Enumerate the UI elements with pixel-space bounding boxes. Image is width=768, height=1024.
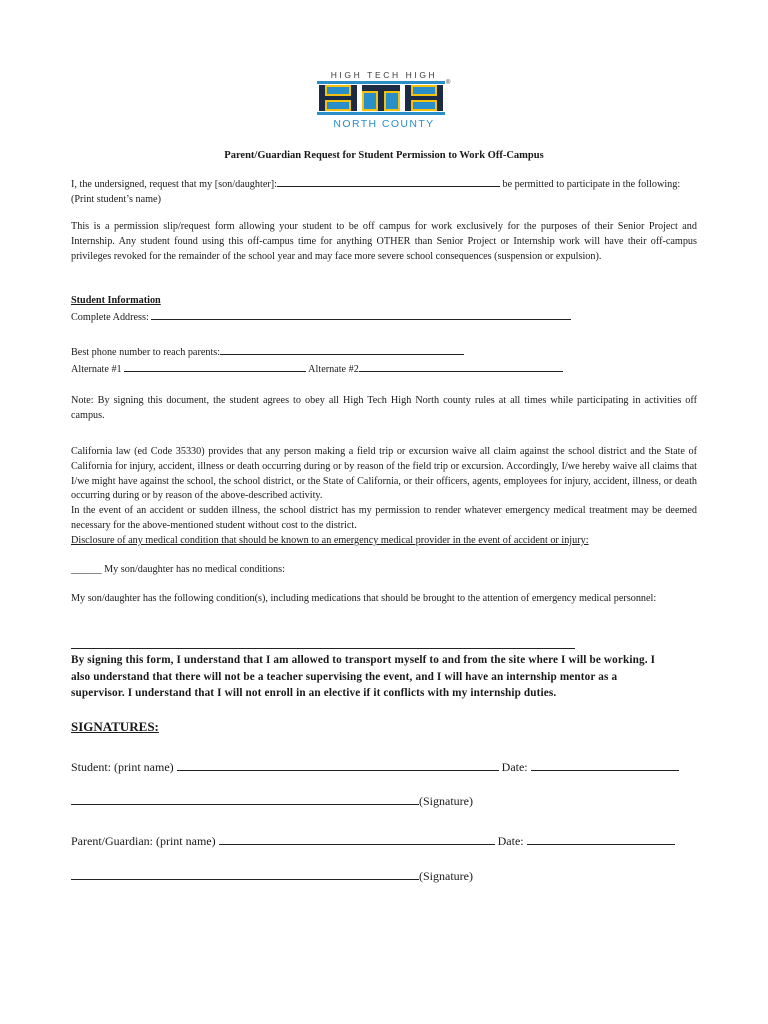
parent-signature-field[interactable]	[71, 867, 419, 880]
parent-print-name-field[interactable]	[219, 832, 495, 845]
signatures-heading: SIGNATURES:	[71, 719, 159, 734]
purpose-paragraph: This is a permission slip/request form allowing your student to be off campus for work exclusively for the purposes of their Senior Project and Internship. Any student found using this off-campus time for anything OTHER than Senior Project or Internship work will have their off-campus privileges revoked for the remainder of the school year and may face more severe school consequences (suspension or expulsion).	[71, 221, 697, 262]
phone-section	[71, 344, 697, 378]
parent-print-row	[71, 832, 675, 849]
no-conditions-blank[interactable]: ______	[71, 564, 102, 575]
student-name-field[interactable]	[277, 176, 500, 187]
intro-text-2: be permitted to participate in the following: (Print student’s name)	[71, 179, 681, 205]
student-signature-field[interactable]	[71, 792, 419, 805]
note-paragraph: Note: By signing this document, the student agrees to obey all High Tech High North county rules at all times while participating in activities off campus.	[71, 395, 697, 421]
law-section	[71, 445, 697, 549]
parent-signature-row	[71, 867, 473, 884]
logo-bottom-text: NORTH COUNTY	[333, 118, 435, 130]
intro-text-1: I, the undersigned, request that my [son/daughter]:	[71, 179, 277, 190]
student-information-section	[71, 294, 697, 326]
parent-date-field[interactable]	[527, 832, 675, 845]
parent-print-label: Parent/Guardian: (print name)	[71, 834, 219, 848]
conditions-field[interactable]	[71, 648, 575, 649]
address-label: Complete Address:	[71, 311, 152, 323]
intro-paragraph	[71, 176, 697, 208]
hth-logo-mark	[317, 81, 445, 115]
alternate-2-field[interactable]	[359, 361, 563, 372]
logo-top-text: HIGH TECH HIGH	[330, 70, 438, 80]
no-conditions-label: My son/daughter has no medical conditions:	[101, 564, 285, 575]
emergency-paragraph: In the event of an accident or sudden illness, the school district has my permission to render whatever emergency medical treatment may be deemed necessary for the above-mentioned student without cost to the district.	[71, 505, 697, 531]
student-information-heading: Student Information	[71, 295, 161, 306]
alternate-1-label: Alternate #1	[71, 363, 125, 375]
parent-signature-label: (Signature)	[419, 869, 473, 883]
phone-field[interactable]	[220, 344, 464, 355]
hth-logo	[313, 70, 455, 132]
conditions-label: My son/daughter has the following condition(s), including medications that should be brought to the attention of emergency medical personnel:	[71, 593, 657, 604]
form-title: Parent/Guardian Request for Student Permission to Work Off-Campus	[224, 150, 544, 161]
parent-date-label: Date:	[494, 834, 527, 848]
address-field[interactable]	[151, 309, 571, 320]
disclosure-heading: Disclosure of any medical condition that should be known to an emergency medical provider in the event of accident or injury:	[71, 534, 589, 546]
student-signature-label: (Signature)	[419, 794, 473, 808]
student-print-label: Student: (print name)	[71, 760, 177, 774]
student-print-name-field[interactable]	[177, 758, 499, 771]
registered-mark: ®	[446, 80, 451, 86]
student-signature-row	[71, 792, 473, 809]
alternate-2-label: Alternate #2	[306, 363, 359, 375]
phone-label: Best phone number to reach parents:	[71, 347, 221, 358]
alternate-1-field[interactable]	[124, 361, 306, 372]
waiver-paragraph: California law (ed Code 35330) provides that any person making a field trip or excursion waive all claim against the school district and the State of California for injury, accident, illness or death occurring during or by reason of the field trip or excursion. Accordingly, I/we hereby waive all claims that I/we might have against the school, the school district, or the State of California, or their officers, agents, employees for injury, accident, illness, or death occurring during or by reason of the above-described activity.	[71, 446, 697, 502]
student-date-label: Date:	[498, 760, 531, 774]
conditions-section	[71, 592, 697, 607]
no-conditions-row	[71, 563, 697, 578]
student-print-row	[71, 758, 679, 775]
acknowledgement-paragraph: By signing this form, I understand that I am allowed to transport myself to and from the site where I will be working. I also understand that there will not be a teacher supervising the event, and I will have an internship mentor as a supervisor. I understand that I will not enroll in an elective if it conflicts with my internship duties.	[71, 654, 656, 699]
student-date-field[interactable]	[531, 758, 679, 771]
